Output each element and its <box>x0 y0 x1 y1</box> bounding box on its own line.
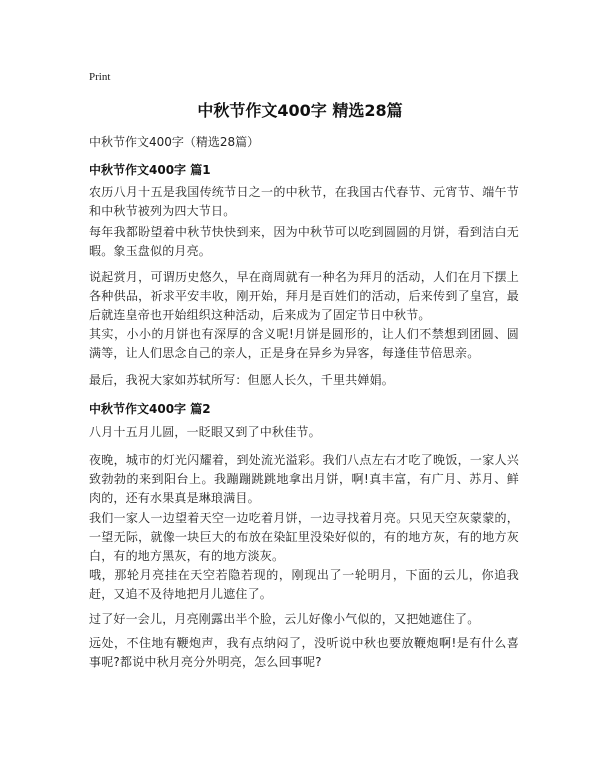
paragraph: 其实，小小的月饼也有深厚的含义呢!月饼是圆形的，让人们不禁想到团圆、圆满等，让人们思念自己的亲人，正是身在异乡为异客，每逢佳节倍思亲。 <box>89 327 519 360</box>
paragraph: 远处，不住地有鞭炮声，我有点纳闷了，没听说中秋也要放鞭炮啊!是有什么喜事呢?都说中秋月亮分外明亮，怎么回事呢? <box>89 636 519 669</box>
paragraph: 说起赏月，可谓历史悠久，早在商周就有一种名为拜月的活动，人们在月下摆上各种供品，祈求平安丰收，刚开始，拜月是百姓们的活动，后来传到了皇宫，最后就连皇帝也开始组织这种活动，后来成为了固定节日中秋节。 <box>89 270 519 322</box>
paragraph: 哦，那轮月亮挂在天空若隐若现的，刚现出了一轮明月，下面的云儿，你追我赶，又追不及待地把月儿遮住了。 <box>89 568 519 601</box>
document-subtitle: 中秋节作文400字（精选28篇） <box>89 135 260 149</box>
paragraph: 我们一家人一边望着天空一边吃着月饼，一边寻找着月亮。只见天空灰蒙蒙的，一望无际，就像一块巨大的布放在染缸里没染好似的，有的地方灰，有的地方灰白，有的地方黑灰，有的地方淡灰。 <box>89 511 519 563</box>
paragraph: 夜晚，城市的灯光闪耀着，到处流光溢彩。我们八点左右才吃了晚饭，一家人兴致勃勃的来到阳台上。我蹦蹦跳跳地拿出月饼，啊!真丰富，有广月、苏月、鲜肉的，还有水果真是琳琅满目。 <box>89 453 519 505</box>
paragraph: 过了好一会儿，月亮刚露出半个脸，云儿好像小气似的，又把她遮住了。 <box>89 612 480 626</box>
paragraph: 八月十五月儿圆，一眨眼又到了中秋佳节。 <box>89 425 321 439</box>
print-label: Print <box>89 71 111 83</box>
paragraph: 农历八月十五是我国传统节日之一的中秋节，在我国古代春节、元宵节、端午节和中秋节被列为四大节日。 <box>89 185 519 218</box>
section-heading-1: 中秋节作文400字 篇1 <box>89 163 211 177</box>
page-title: 中秋节作文400字 精选28篇 <box>197 101 403 120</box>
paragraph: 每年我都盼望着中秋节快快到来，因为中秋节可以吃到圆圆的月饼，看到洁白无暇。象玉盘似的月亮。 <box>89 225 519 258</box>
section-heading-2: 中秋节作文400字 篇2 <box>89 402 211 416</box>
paragraph: 最后，我祝大家如苏轼所写：但愿人长久，千里共婵娟。 <box>89 373 395 387</box>
